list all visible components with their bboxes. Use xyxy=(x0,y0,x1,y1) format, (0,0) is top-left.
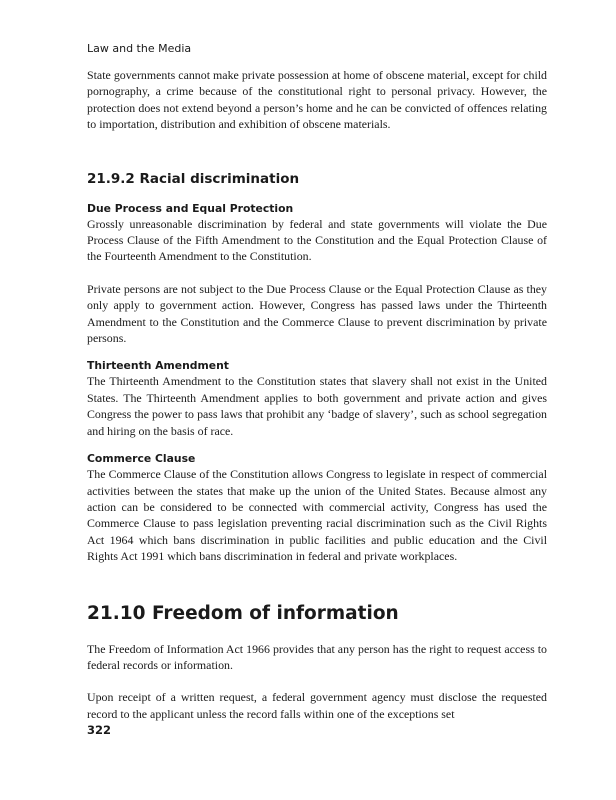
due-process-paragraph-2: Private persons are not subject to the Due Process Clause or the Equal Protection Clause as they only apply to government action. However, Congress has passed laws under the Thirteenth Amendment to the Constitution and the Commerce Clause to prevent discrimination by private persons. xyxy=(87,281,547,346)
due-process-paragraph-1: Grossly unreasonable discrimination by federal and state governments will violate the Due Process Clause of the Fifth Amendment to the Constitution and the Equal Protection Clause of the Fourteenth Amendment to the Constitution. xyxy=(87,216,547,264)
commerce-clause-paragraph: The Commerce Clause of the Constitution allows Congress to legislate in respect of commercial activities between the states that make up the union of the United States. Because almost any action can be considered to be connected with commercial activity, Congress has used the Commerce Clause to pass legislation preventing racial discrimination such as the Civil Rights Act 1964 which bans discrimination in public facilities and public education and the Civil Rights Act 1991 which bans discrimination in federal and private workplaces. xyxy=(87,467,547,564)
foi-paragraph-1: The Freedom of Information Act 1966 provides that any person has the right to request access to federal records or information. xyxy=(87,641,547,672)
intro-paragraph: State governments cannot make private possession at home of obscene material, except for child pornography, a crime because of the constitutional right to personal privacy. However, the protection does not extend beyond a person’s home and he can be convicted of offences relating to importation, distribution and exhibition of obscene materials. xyxy=(87,68,547,132)
subheading-commerce-clause: Commerce Clause xyxy=(87,452,196,466)
subheading-thirteenth-amendment: Thirteenth Amendment xyxy=(87,359,229,373)
page-body xyxy=(87,42,547,722)
foi-paragraph-2: Upon receipt of a written request, a federal government agency must disclose the requested record to the applicant unless the record falls within one of the exceptions set xyxy=(87,690,547,721)
section-heading-freedom-of-information: 21.10 Freedom of information xyxy=(87,602,399,624)
section-heading-racial-discrimination: 21.9.2 Racial discrimination xyxy=(87,170,300,187)
subheading-due-process: Due Process and Equal Protection xyxy=(87,201,294,215)
page-number: 322 xyxy=(87,723,112,737)
running-head: Law and the Media xyxy=(87,42,192,55)
thirteenth-amendment-paragraph: The Thirteenth Amendment to the Constitution states that slavery shall not exist in the United States. The Thirteenth Amendment applies to both government and private action and gives Congress the power to pass laws that prohibit any ‘badge of slavery’, such as school segregation and hiring on the basis of race. xyxy=(87,374,547,438)
